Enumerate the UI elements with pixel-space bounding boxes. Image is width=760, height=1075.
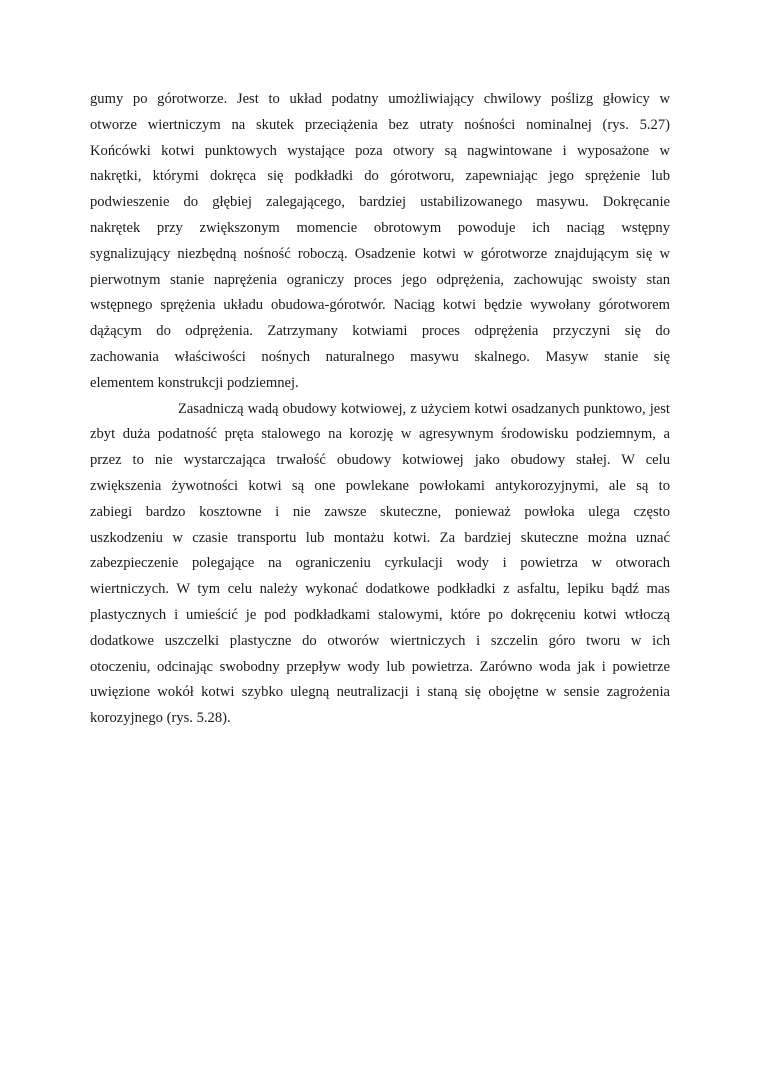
- text-line: elementem konstrukcji podziemnej.: [90, 374, 299, 391]
- text-line: nakrętek przy zwiększonym momencie obrotowym powoduje ich naciąg wstępny: [90, 219, 670, 236]
- text-line: dążącym do odprężenia. Zatrzymany kotwiami proces odprężenia przyczyni się do: [90, 323, 670, 340]
- text-line: pierwotnym stanie naprężenia ograniczy proces jego odprężenia, zachowując swoisty stan: [90, 271, 670, 288]
- document-body: [90, 87, 670, 732]
- text-line: zabezpieczenie polegające na ograniczeniu cyrkulacji wody i powietrza w otworach: [90, 555, 670, 572]
- text-line: gumy po górotworze. Jest to układ podatny umożliwiający chwilowy poślizg głowicy w: [90, 91, 670, 107]
- text-line: korozyjnego (rys. 5.28).: [90, 710, 231, 727]
- paragraph-1: [90, 87, 670, 397]
- text-line: zachowania właściwości nośnych naturalnego masywu skalnego. Masyw stanie się: [90, 348, 670, 365]
- text-line: sygnalizujący niezbędną nośność roboczą. Osadzenie kotwi w górotworze znajdującym się w: [90, 245, 670, 262]
- text-line: zbyt duża podatność pręta stalowego na korozję w agresywnym środowisku podziemnym, a: [90, 426, 670, 443]
- text-line: dodatkowe uszczelki plastyczne do otworów wiertniczych i szczelin góro tworu w ich: [90, 632, 670, 649]
- text-line: uwięzione wokół kotwi szybko ulegną neutralizacji i staną się obojętne w sensie zagrożenia: [90, 684, 670, 701]
- text-line: zwiększenia żywotności kotwi są one powlekane powłokami antykorozyjnymi, ale są to: [90, 477, 670, 494]
- text-line: otworze wiertniczym na skutek przeciążenia bez utraty nośności nominalnej (rys. 5.27): [90, 116, 670, 133]
- text-line: wiertniczych. W tym celu należy wykonać dodatkowe podkładki z asfaltu, lepiku bądź mas: [90, 581, 670, 598]
- text-line: nakrętki, którymi dokręca się podkładki do górotworu, zapewniając jego sprężenie lub: [90, 168, 670, 185]
- text-line: przez to nie wystarczająca trwałość obudowy kotwiowej jako obudowy stałej. W celu: [90, 452, 670, 469]
- text-line: wstępnego sprężenia układu obudowa-górotwór. Naciąg kotwi będzie wywołany górotworem: [90, 297, 670, 314]
- text-line: Zasadniczą wadą obudowy kotwiowej, z użyciem kotwi osadzanych punktowo, jest: [178, 400, 670, 417]
- text-line: podwieszenie do głębiej zalegającego, bardziej ustabilizowanego masywu. Dokręcanie: [90, 194, 670, 211]
- text-line: plastycznych i umieścić je pod podkładkami stalowymi, które po dokręceniu kotwi wtłoczą: [90, 606, 670, 623]
- paragraph-2: [90, 397, 670, 732]
- text-line: Końcówki kotwi punktowych wystające poza otwory są nagwintowane i wyposażone w: [90, 142, 670, 159]
- text-line: zabiegi bardzo kosztowne i nie zawsze skuteczne, ponieważ powłoka ulega często: [90, 503, 670, 520]
- text-line: uszkodzeniu w czasie transportu lub montażu kotwi. Za bardziej skuteczne można uznać: [90, 529, 670, 546]
- text-line: otoczeniu, odcinając swobodny przepływ wody lub powietrza. Zarówno woda jak i powietrze: [90, 658, 670, 675]
